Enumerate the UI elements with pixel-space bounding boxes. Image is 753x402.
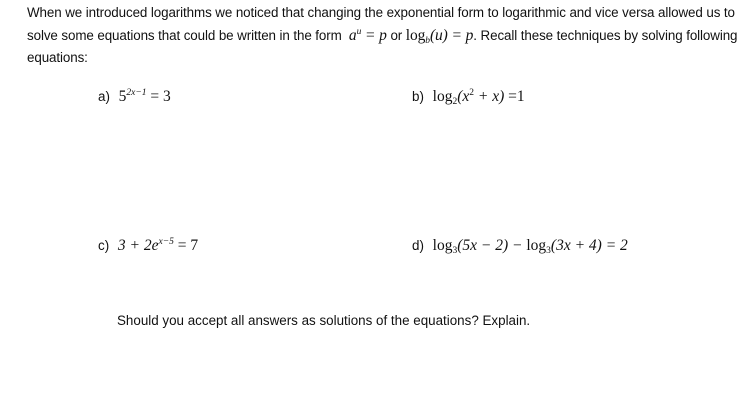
problem-c — [98, 236, 198, 256]
problem-c-lhs: 3 + 2e — [117, 237, 159, 254]
form-exponent: u — [356, 26, 362, 37]
problem-d-log1-base: 3 — [452, 246, 458, 256]
problem-c-rhs: = 7 — [177, 237, 199, 254]
problem-a-label: a) — [98, 89, 110, 104]
problem-d-log1: log — [432, 237, 453, 254]
problem-b-label: b) — [412, 89, 424, 104]
problem-b — [412, 87, 525, 107]
intro-text-part1: When we introduced logarithms we noticed that changing the exponential form to logarithmic and vice versa allowed us to solve some equations that could be written in the form — [27, 5, 735, 43]
form-log-arg: (u) = p — [429, 26, 474, 44]
problem-d — [412, 236, 628, 256]
intro-exponential-form — [349, 27, 387, 44]
problem-b-equation — [433, 88, 525, 105]
form-rhs: = p — [365, 26, 387, 44]
problem-b-log-base: 2 — [452, 97, 458, 107]
problem-b-log: log — [432, 88, 453, 105]
or-word: or — [390, 27, 403, 43]
problem-a — [98, 87, 171, 107]
intro-text-part2: . Recall these techniques by solving following equations: — [27, 27, 738, 65]
problem-c-equation — [118, 237, 198, 254]
problem-d-log2: log — [526, 237, 547, 254]
problem-d-arg1: (5x − 2) − — [457, 237, 523, 254]
closing-question: Should you accept all answers as solutions of the equations? Explain. — [117, 313, 531, 328]
problem-d-log2-base: 3 — [546, 246, 551, 256]
problem-b-rhs: =1 — [508, 88, 525, 105]
problem-c-label: c) — [98, 238, 110, 253]
form-base: a — [348, 26, 357, 44]
problem-a-base: 5 — [118, 88, 127, 105]
problem-b-arg-start: (x — [457, 88, 470, 105]
intro-log-form — [406, 27, 474, 44]
problem-a-rhs: = 3 — [150, 88, 171, 105]
problem-b-arg-exponent: 2 — [469, 88, 475, 98]
form-log-base: b — [425, 35, 430, 46]
problem-c-exponent: x−5 — [158, 237, 174, 247]
problem-d-arg2: (3x + 4) = 2 — [550, 237, 628, 254]
problem-a-equation — [119, 88, 171, 105]
problem-a-exponent: 2x−1 — [126, 88, 147, 98]
form-log: log — [405, 26, 426, 44]
problem-d-equation — [433, 237, 628, 254]
problem-b-arg-end: + x) — [477, 88, 505, 105]
intro-paragraph — [27, 2, 747, 70]
problem-d-label: d) — [412, 238, 424, 253]
